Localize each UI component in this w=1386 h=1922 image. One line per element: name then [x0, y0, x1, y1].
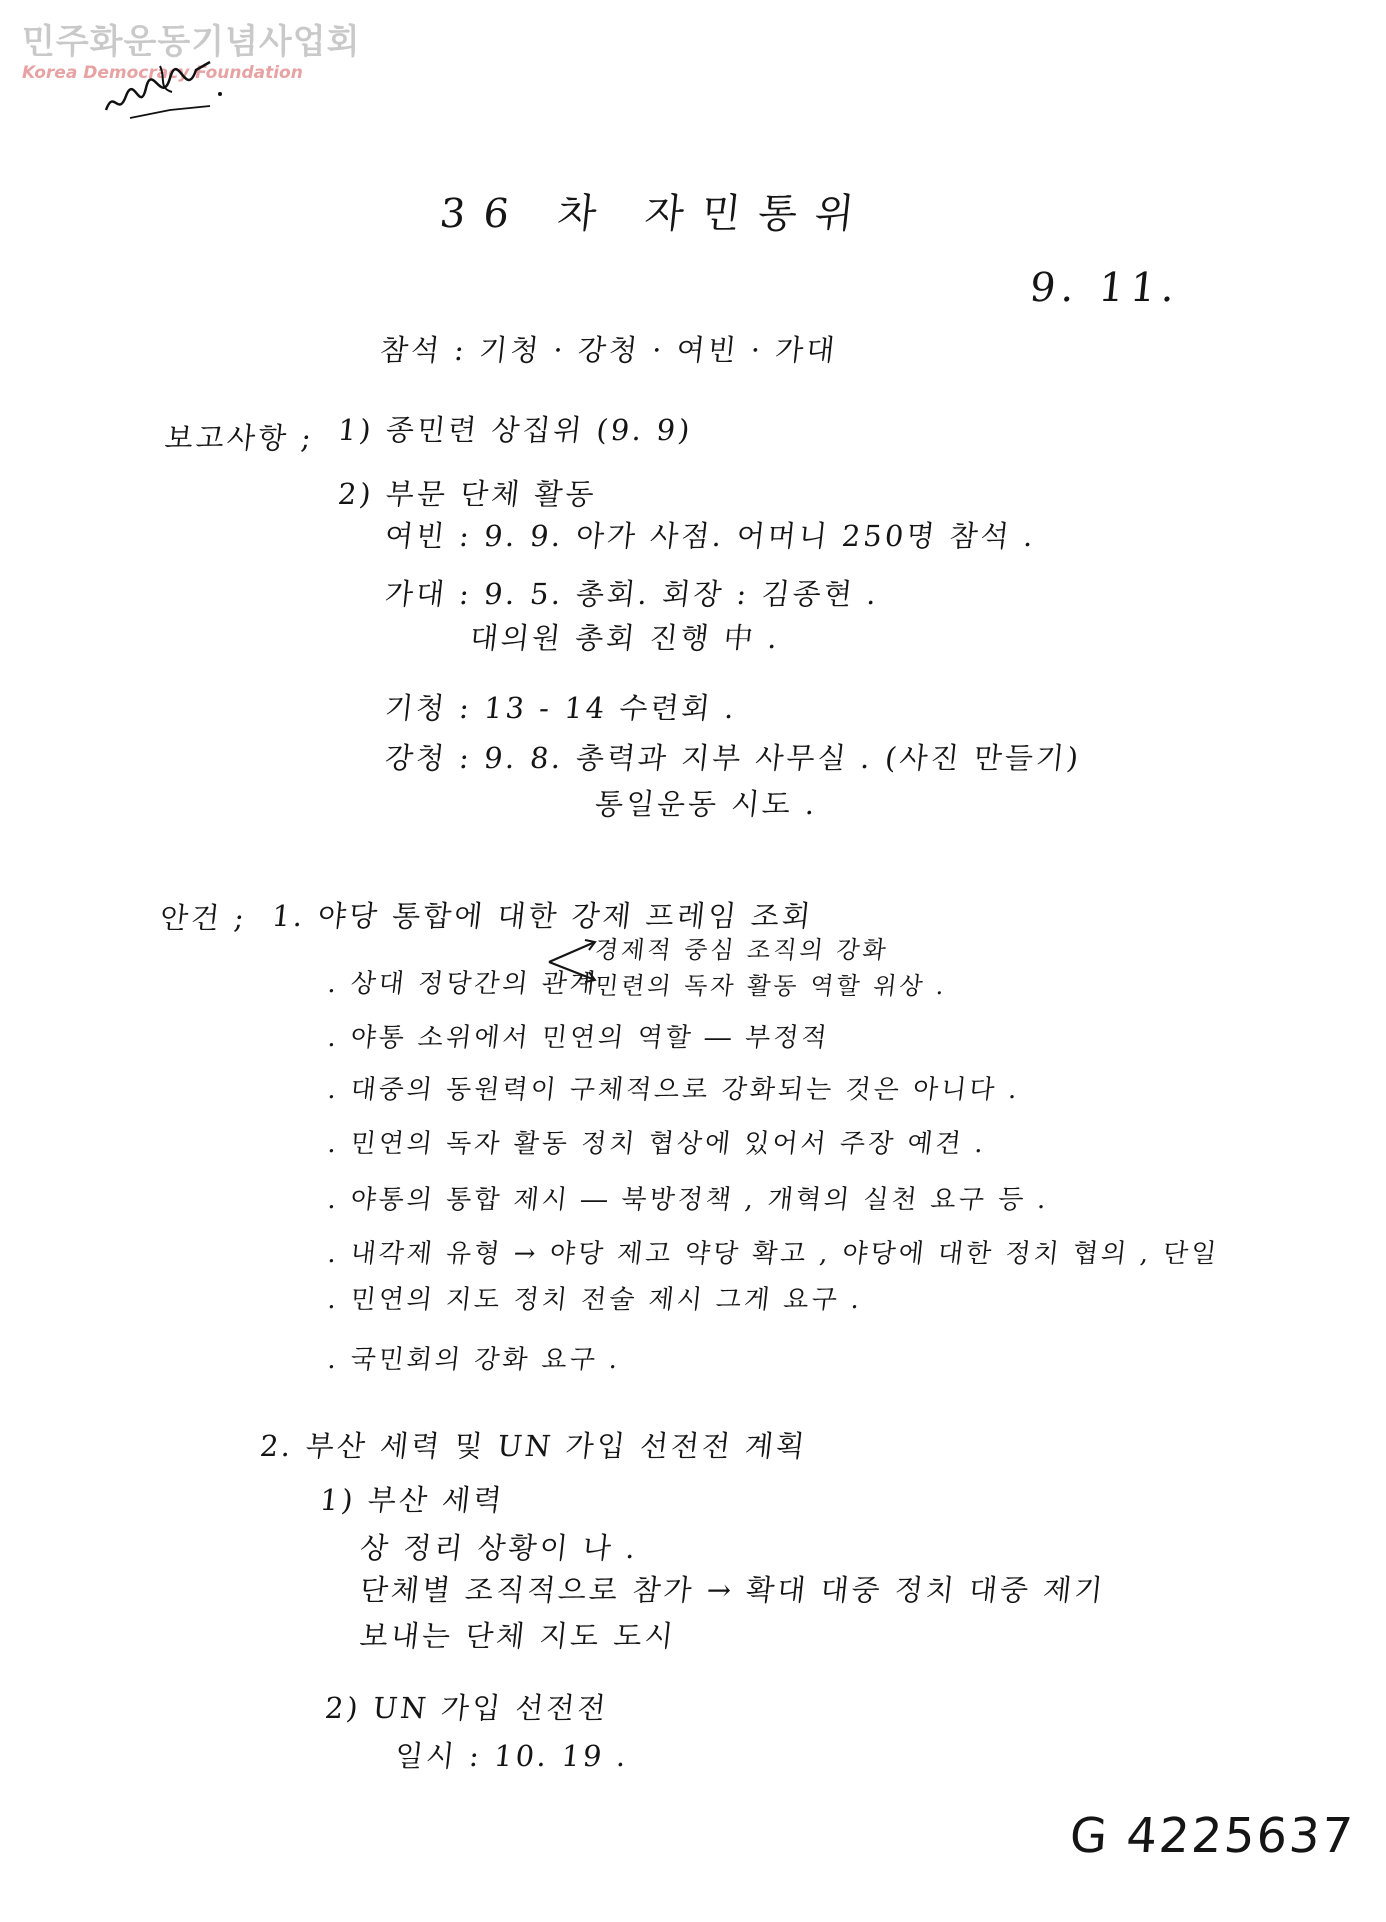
watermark-korean-text: 민주화운동기념사업회 — [22, 22, 361, 62]
agenda-bullet: . 민연의 지도 정치 전술 제시 그게 요구 . — [326, 1285, 864, 1315]
archive-reference-id: G 4225637 — [1068, 1808, 1357, 1864]
report-line: 통일운동 시도 . — [593, 787, 820, 821]
report-line: 여빈 : 9. 9. 아가 사점. 어머니 250명 참석 . — [383, 519, 1038, 553]
report-heading: 보고사항 ; — [163, 421, 316, 455]
agenda-bullet: . 야통 소위에서 민연의 역할 ― 부정적 — [326, 1023, 832, 1053]
agenda-heading: 안건 ; — [158, 901, 249, 935]
report-item-1: 1) 종민련 상집위 (9. 9) — [336, 413, 695, 447]
signature-scribble — [100, 48, 230, 128]
agenda-bullet: . 내각제 유형 → 야당 제고 약당 확고 , 야당에 대한 정치 협의 , 단일 — [326, 1239, 1221, 1269]
document-date: 9. 11. — [1027, 265, 1183, 311]
report-item-2: 2) 부문 단체 활동 — [336, 477, 599, 511]
report-line: 강청 : 9. 8. 총력과 지부 사무실 . (사진 만들기) — [383, 741, 1083, 775]
agenda-sub-2-line: 일시 : 10. 19 . — [393, 1739, 631, 1773]
agenda-item-1-title: 1. 야당 통합에 대한 강제 프레임 조회 — [270, 899, 815, 933]
report-line: 기청 : 13 - 14 수련회 . — [383, 691, 739, 725]
agenda-bullet: . 민연의 독자 활동 정치 협상에 있어서 주장 예견 . — [326, 1129, 988, 1159]
agenda-bullet: . 상대 정당간의 관계 — [326, 969, 600, 999]
agenda-item-2-sub-2: 2) UN 가입 선전전 — [323, 1691, 611, 1725]
watermark-english-text: Korea Democracy Foundation — [22, 63, 303, 83]
agenda-branch-bottom: 민련의 독자 활동 역할 위상 . — [593, 972, 949, 1000]
agenda-bullet: . 국민회의 강화 요구 . — [326, 1345, 623, 1375]
agenda-bullet: . 야통의 통합 제시 ― 북방정책 , 개혁의 실천 요구 등 . — [326, 1185, 1051, 1215]
agenda-item-2-sub-1: 1) 부산 세력 — [318, 1483, 507, 1517]
agenda-branch-top: 경제적 중심 조직의 강화 — [593, 936, 891, 964]
report-line: 대의원 총회 진행 中 . — [468, 621, 782, 655]
document-title: 36 차 자민통위 — [437, 191, 874, 237]
agenda-sub-line: 보내는 단체 지도 도시 — [358, 1619, 678, 1653]
report-line: 가대 : 9. 5. 총회. 회장 : 김종현 . — [383, 577, 881, 611]
attendees-line: 참석 : 기청 · 강청 · 여빈 · 가대 — [378, 333, 840, 367]
agenda-sub-line: 단체별 조직적으로 참가 → 확대 대중 정치 대중 제기 — [358, 1573, 1108, 1607]
agenda-sub-line: 상 정리 상황이 나 . — [358, 1531, 640, 1565]
agenda-item-2-title: 2. 부산 세력 및 UN 가입 선전전 계획 — [258, 1429, 809, 1463]
agenda-bullet: . 대중의 동원력이 구체적으로 강화되는 것은 아니다 . — [326, 1075, 1022, 1105]
